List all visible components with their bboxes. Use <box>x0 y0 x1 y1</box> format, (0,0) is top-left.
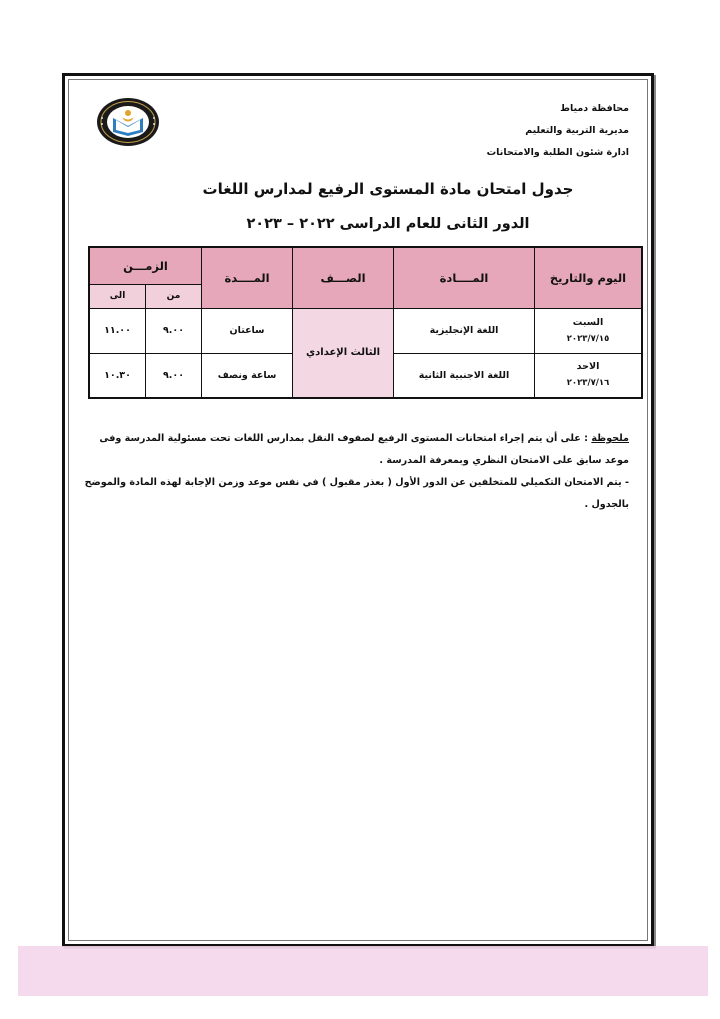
grade-cell: الثالث الإعدادي <box>293 308 394 398</box>
day-date-cell <box>535 308 643 353</box>
header-day-date: اليوم والتاريخ <box>535 247 643 308</box>
document-subtitle: الدور الثانى للعام الدراسى ٢٠٢٢ – ٢٠٢٣ <box>246 216 530 232</box>
duration-cell: ساعتان <box>202 308 293 353</box>
administration-line: ادارة شئون الطلبة والامتحانات <box>486 147 629 158</box>
note-2: - يتم الامتحان التكميلي للمتخلفين عن الدور الأول ( بعذر مقبول ) في نفس موعد وزمن الإجابة لهذه المادة والموضح بالجدول . <box>84 477 629 510</box>
exam-date: ٢٠٢٣/٧/١٦ <box>566 378 610 389</box>
governorate-line: محافظة دمياط <box>560 103 629 114</box>
table-row <box>89 308 642 353</box>
education-logo-icon <box>95 96 161 148</box>
pink-highlight-band <box>18 946 708 996</box>
subject-cell: اللغة الإنجليزية <box>394 308 535 353</box>
document-title: جدول امتحان مادة المستوى الرفيع لمدارس اللغات <box>202 180 574 198</box>
document-frame <box>62 73 654 947</box>
day-date-cell <box>535 353 643 398</box>
day-name: السبت <box>572 316 604 328</box>
time-to-cell: ١٠.٣٠ <box>89 353 146 398</box>
note-1 <box>83 428 629 472</box>
header-subject: المــــادة <box>394 247 535 308</box>
subject-cell: اللغة الاجنبية الثانية <box>394 353 535 398</box>
time-to-cell: ١١.٠٠ <box>89 308 146 353</box>
header-to: الى <box>89 284 146 308</box>
header-grade: الصـــف <box>293 247 394 308</box>
header-from: من <box>146 284 202 308</box>
day-name: الاحد <box>576 361 600 373</box>
notes-section <box>83 428 629 516</box>
directorate-line: مديرية التربية والتعليم <box>525 125 629 136</box>
duration-cell: ساعة ونصف <box>202 353 293 398</box>
header-time: الزمـــن <box>89 247 202 284</box>
header-duration: المــــدة <box>202 247 293 308</box>
exam-date: ٢٠٢٣/٧/١٥ <box>566 333 610 344</box>
time-from-cell: ٩.٠٠ <box>146 353 202 398</box>
header-block <box>487 98 629 164</box>
note-label: ملحوظة <box>591 433 629 444</box>
exam-schedule-table <box>88 246 643 399</box>
time-from-cell: ٩.٠٠ <box>146 308 202 353</box>
note-1-text: : على أن يتم إجراء امتحانات المستوى الرفيع لصفوف النقل بمدارس اللغات تحت مسئولية المدرسة وفى موعد سابق على الامتحان النظري وبمعرفة المدرسة . <box>99 433 629 466</box>
